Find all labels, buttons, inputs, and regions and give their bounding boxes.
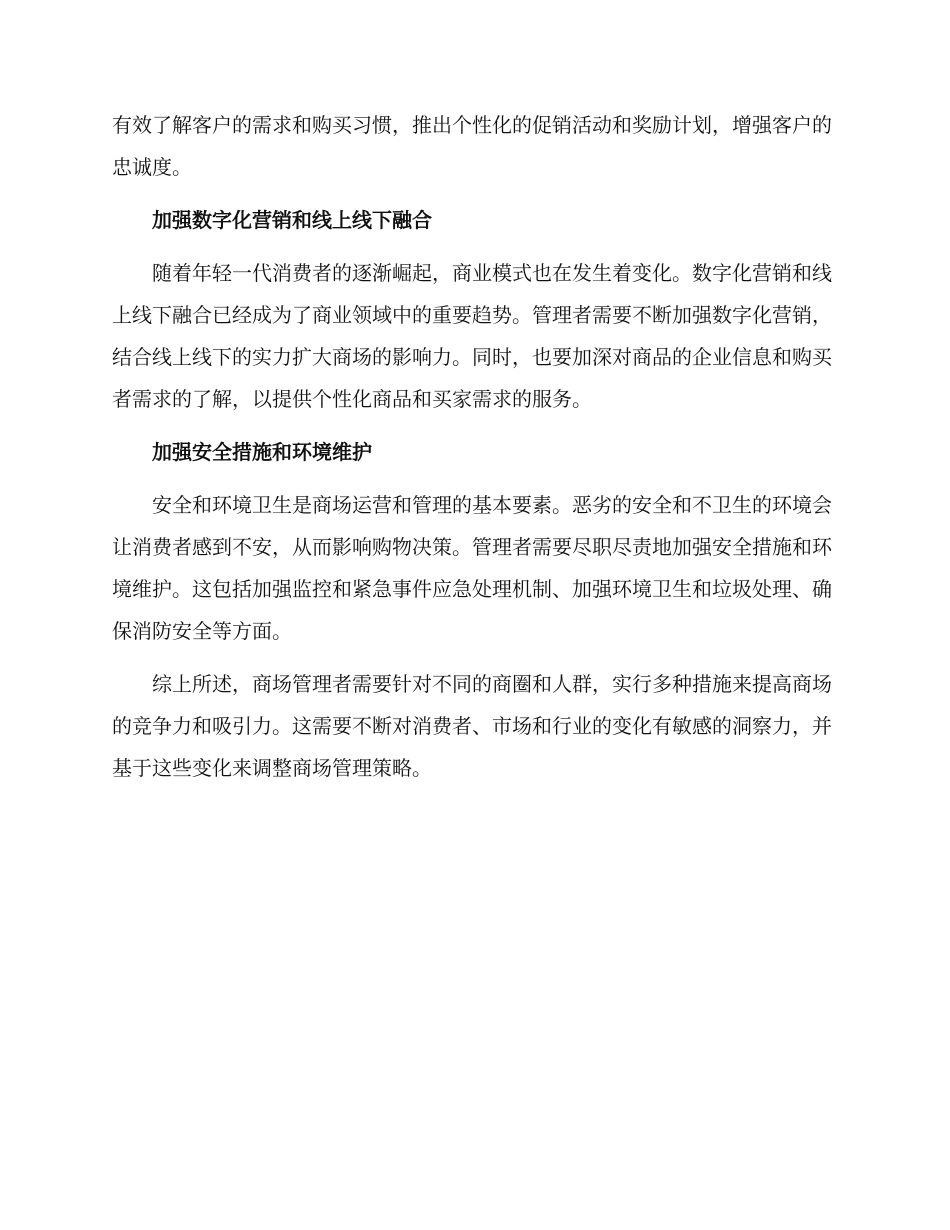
paragraph-continuation: 有效了解客户的需求和购买习惯，推出个性化的促销活动和奖励计划，增强客户的忠诚度。 — [112, 113, 832, 179]
section-heading-safety: 加强安全措施和环境维护 — [152, 440, 372, 464]
paragraph-conclusion: 综上所述，商场管理者需要针对不同的商圈和人群，实行多种措施来提高商场的竞争力和吸引力。这需要不断对消费者、市场和行业的变化有敏感的洞察力，并基于这些变化来调整商场管理策略。 — [112, 672, 832, 780]
paragraph-digital-marketing: 随着年轻一代消费者的逐渐崛起，商业模式也在发生着变化。数字化营销和线上线下融合已经成为了商业领域中的重要趋势。管理者需要不断加强数字化营销，结合线上线下的实力扩大商场的影响力。同时，也要加深对商品的企业信息和购买者需求的了解，以提供个性化商品和买家需求的服务。 — [112, 261, 832, 411]
paragraph-safety: 安全和环境卫生是商场运营和管理的基本要素。恶劣的安全和不卫生的环境会让消费者感到不安，从而影响购物决策。管理者需要尽职尽责地加强安全措施和环境维护。这包括加强监控和紧急事件应急处理机制、加强环境卫生和垃圾处理、确保消防安全等方面。 — [112, 493, 832, 643]
section-heading-digital-marketing: 加强数字化营销和线上线下融合 — [152, 208, 432, 232]
document-page — [112, 104, 832, 789]
